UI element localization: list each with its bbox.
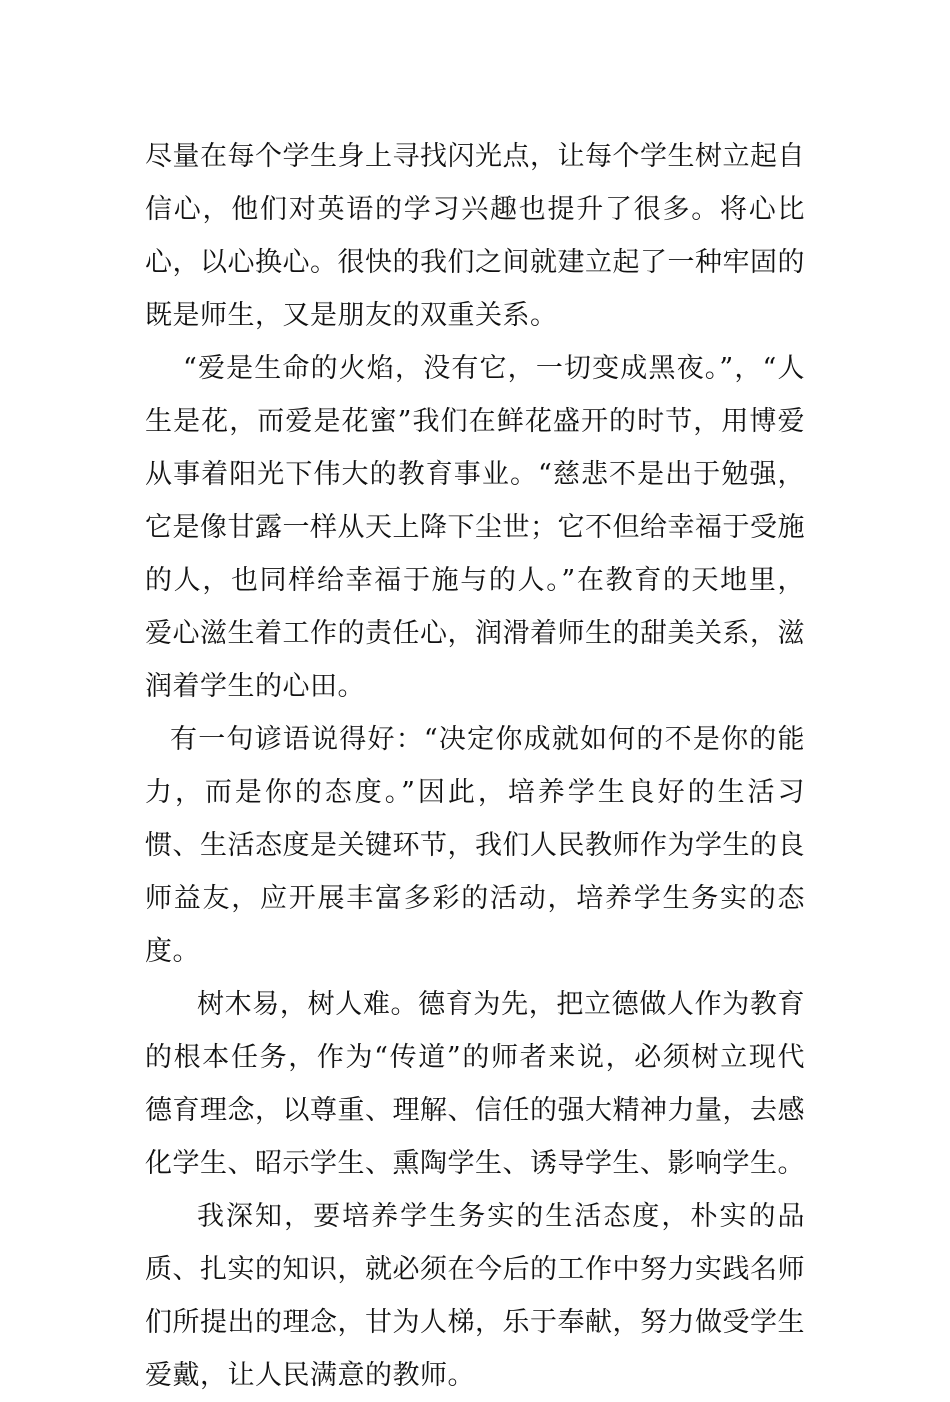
paragraph-2: “爱是生命的火焰，没有它，一切变成黑夜。”，“人生是花，而爱是花蜜”我们在鲜花盛开的时节，用博爱从事着阳光下伟大的教育事业。“慈悲不是出于勉强，它是像甘露一样从天上降下尘世；它不但给幸福于受施的人，也同样给幸福于施与的人。”在教育的天地里，爱心滋生着工作的责任心，润滑着师生的甜美关系，滋润着学生的心田。 [145,353,805,702]
paragraph-5: 我深知，要培养学生务实的生活态度，朴实的品质、扎实的知识，就必须在今后的工作中努力实践名师们所提出的理念，甘为人梯，乐于奉献，努力做受学生爱戴，让人民满意的教师。 [145,1201,805,1391]
paragraph-3: 有一句谚语说得好：“决定你成就如何的不是你的能力，而是你的态度。”因此，培养学生良好的生活习惯、生活态度是关键环节，我们人民教师作为学生的良师益友，应开展丰富多彩的活动，培养学生务实的态度。 [145,724,805,967]
paragraph-4: 树木易，树人难。德育为先，把立德做人作为教育的根本任务，作为“传道”的师者来说，必须树立现代德育理念，以尊重、理解、信任的强大精神力量，去感化学生、昭示学生、熏陶学生、诱导学生、影响学生。 [145,989,805,1179]
paragraph-1: 尽量在每个学生身上寻找闪光点，让每个学生树立起自信心，他们对英语的学习兴趣也提升了很多。将心比心，以心换心。很快的我们之间就建立起了一种牢固的既是师生，又是朋友的双重关系。 [145,141,805,331]
document-body [145,130,805,1402]
